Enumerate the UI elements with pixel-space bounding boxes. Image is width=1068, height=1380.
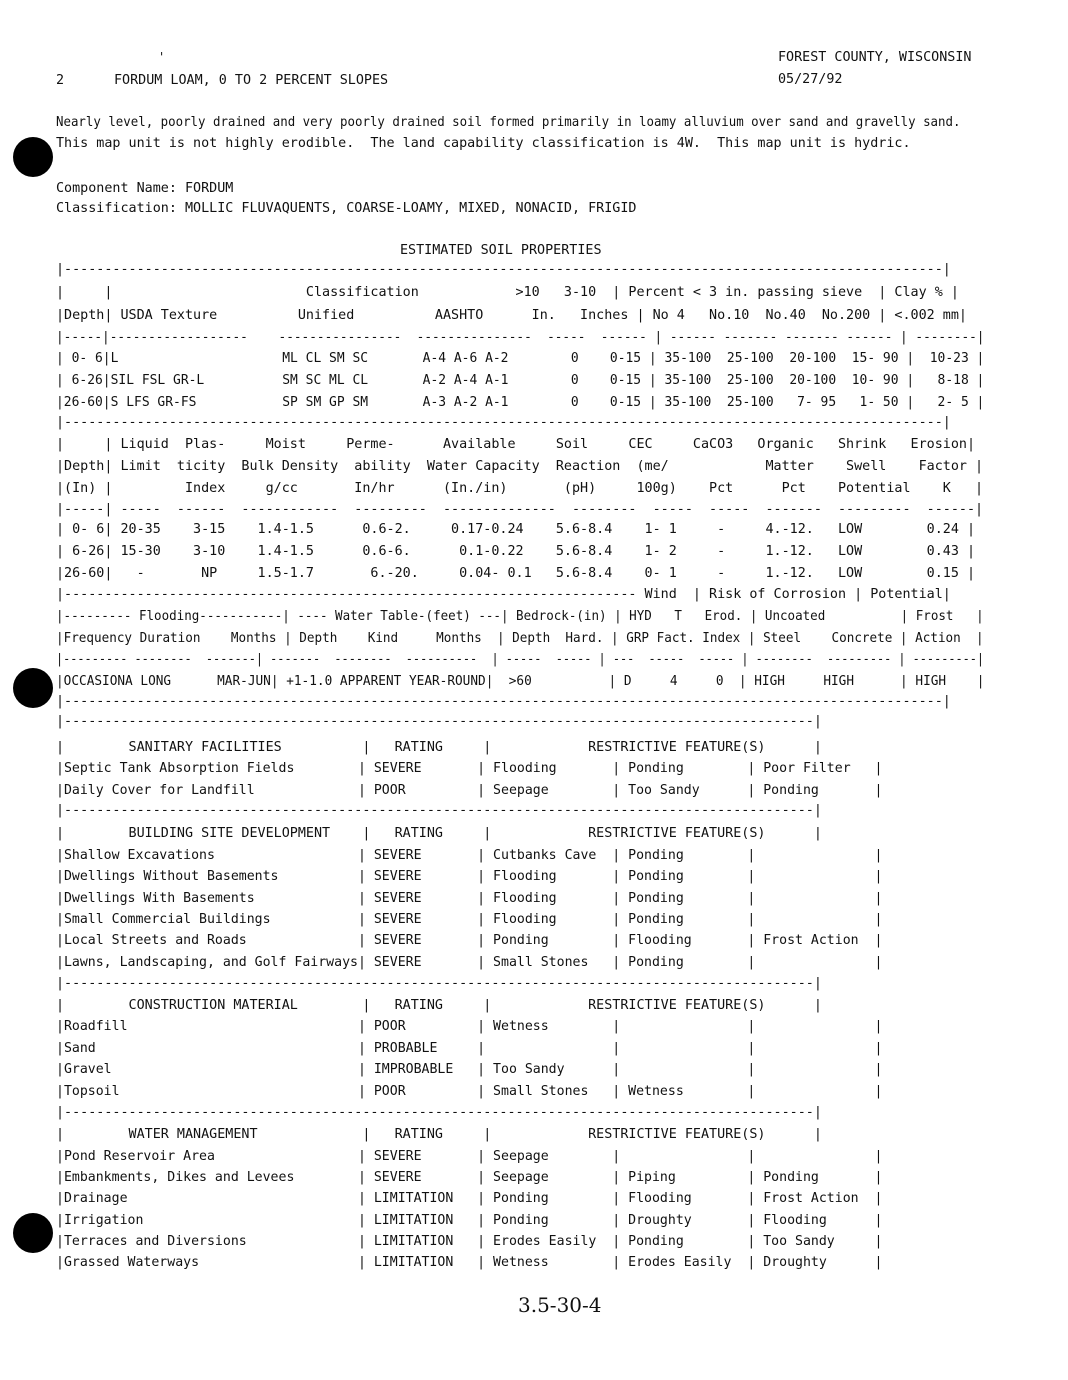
table-row: |Small Commercial Buildings | SEVERE | Flooding | Ponding | |	[56, 912, 883, 927]
table-row: |Shallow Excavations | SEVERE | Cutbanks Cave | Ponding | |	[56, 848, 883, 863]
table-row: |Irrigation | LIMITATION | Ponding | Droughty | Flooding |	[56, 1213, 883, 1228]
table-line: |-----|------------------ ---------------- --------------- ----- ------ | ------ ------- ------- ------ | --------|	[56, 330, 985, 345]
table-line: |-------------------------------------------------------------------------------------------------------------|	[56, 694, 951, 709]
table-row: |Gravel | IMPROBABLE | Too Sandy | | |	[56, 1062, 883, 1077]
county-name: FOREST COUNTY, WISCONSIN	[778, 50, 972, 65]
properties-title: ESTIMATED SOIL PROPERTIES	[400, 243, 602, 258]
table-line: |---------------------------------------------------------------------------------------------|	[56, 714, 822, 729]
section-heading-water: | WATER MANAGEMENT | RATING | RESTRICTIVE FEATURE(S) |	[56, 1127, 822, 1142]
report-date: 05/27/92	[778, 72, 843, 87]
table-line: | | Classification >10 3-10 | Percent < 3 in. passing sieve | Clay % |	[56, 285, 959, 300]
table-row: |Topsoil | POOR | Small Stones | Wetness | |	[56, 1084, 883, 1099]
table-row: |Pond Reservoir Area | SEVERE | Seepage | | |	[56, 1149, 883, 1164]
table-row: | 0- 6| 20-35 3-15 1.4-1.5 0.6-2. 0.17-0.24 5.6-8.4 1- 1 - 4.-12. LOW 0.24 |	[56, 522, 976, 537]
table-row: |Drainage | LIMITATION | Ponding | Flooding | Frost Action |	[56, 1191, 883, 1206]
table-row: |Local Streets and Roads | SEVERE | Ponding | Flooding | Frost Action |	[56, 933, 883, 948]
table-row: |Lawns, Landscaping, and Golf Fairways| SEVERE | Small Stones | Ponding | |	[56, 955, 883, 970]
table-row: |OCCASIONA LONG MAR-JUN| +1-1.0 APPARENT YEAR-ROUND| >60 | D 4 0 | HIGH HIGH | HIGH |	[56, 674, 985, 689]
table-line: |-----| ----- ------ ------------ --------- -------------- -------- ----- ----- ------- --------- ------|	[56, 502, 984, 517]
table-row: |Embankments, Dikes and Levees | SEVERE | Seepage | Piping | Ponding |	[56, 1170, 883, 1185]
page-number: 2	[56, 73, 65, 88]
table-row: | 6-26| 15-30 3-10 1.4-1.5 0.6-6. 0.1-0.22 5.6-8.4 1- 2 - 1.-12. LOW 0.43 |	[56, 544, 976, 559]
table-line: |(In) | Index g/cc In/hr (In./in) (pH) 100g) Pct Pct Potential K |	[56, 481, 984, 496]
binder-hole-middle	[13, 668, 53, 708]
page-footer-code: 3.5-30-4	[518, 1293, 602, 1317]
soil-properties-table	[56, 262, 986, 712]
binder-hole-top	[13, 137, 53, 177]
table-row: |Daily Cover for Landfill | POOR | Seepage | Too Sandy | Ponding |	[56, 783, 883, 798]
table-line: |--------- Flooding-----------| ---- Water Table-(feet) ---| Bedrock-(in) | HYD T Erod. | Uncoated | Frost |	[56, 609, 984, 624]
table-line: |-------------------------------------------------------------------------------------------------------------|	[56, 415, 951, 430]
table-line: |Depth| Limit ticity Bulk Density ability Water Capacity Reaction (me/ Matter Swell Factor |	[56, 459, 984, 474]
table-line: |-------------------------------------------------------------------------------------------------------------|	[56, 262, 951, 277]
table-line: |Depth| USDA Texture Unified AASHTO In. Inches | No 4 No.10 No.40 No.200 | <.002 mm|	[56, 308, 967, 323]
table-row: | 0- 6|L ML CL SM SC A-4 A-6 A-2 0 0-15 | 35-100 25-100 20-100 15- 90 | 10-23 |	[56, 351, 985, 366]
interpretations-table	[56, 714, 886, 1274]
table-row: |26-60|S LFS GR-FS SP SM GP SM A-3 A-2 A-1 0 0-15 | 35-100 25-100 7- 95 1- 50 | 2- 5 |	[56, 395, 985, 410]
table-line: |---------------------------------------------------------------------------------------------|	[56, 976, 822, 991]
table-row: |Terraces and Diversions | LIMITATION | Erodes Easily | Ponding | Too Sandy |	[56, 1234, 883, 1249]
section-heading-construction: | CONSTRUCTION MATERIAL | RATING | RESTRICTIVE FEATURE(S) |	[56, 998, 822, 1013]
table-row: |Dwellings With Basements | SEVERE | Flooding | Ponding | |	[56, 891, 883, 906]
table-row: |Dwellings Without Basements | SEVERE | Flooding | Ponding | |	[56, 869, 883, 884]
table-line: |---------------------------------------------------------------------------------------------|	[56, 803, 822, 818]
section-heading-building: | BUILDING SITE DEVELOPMENT | RATING | RESTRICTIVE FEATURE(S) |	[56, 826, 822, 841]
table-row: | 6-26|SIL FSL GR-L SM SC ML CL A-2 A-4 A-1 0 0-15 | 35-100 25-100 20-100 10- 90 | 8-18 |	[56, 373, 985, 388]
table-row: |Septic Tank Absorption Fields | SEVERE | Flooding | Ponding | Poor Filter |	[56, 761, 883, 776]
table-row: |Grassed Waterways | LIMITATION | Wetness | Erodes Easily | Droughty |	[56, 1255, 883, 1270]
table-line: |----------------------------------------------------------------------- Wind | Risk of Corrosion | Potential|	[56, 587, 951, 602]
table-line: |---------------------------------------------------------------------------------------------|	[56, 1105, 822, 1120]
section-heading-sanitary: | SANITARY FACILITIES | RATING | RESTRICTIVE FEATURE(S) |	[56, 740, 822, 755]
component-name: Component Name: FORDUM	[56, 181, 234, 196]
description-line-1: Nearly level, poorly drained and very poorly drained soil formed primarily in loamy alluvium over sand and gravelly sand.	[56, 115, 961, 130]
map-unit-title: FORDUM LOAM, 0 TO 2 PERCENT SLOPES	[114, 73, 389, 88]
table-line: |--------- -------- -------| ------- -------- ---------- | ----- ----- | --- ----- ----- | -------- --------- | ---------|	[56, 652, 985, 667]
table-row: |Sand | PROBABLE | | | |	[56, 1041, 883, 1056]
stray-mark: '	[158, 50, 166, 64]
table-line: |Frequency Duration Months | Depth Kind Months | Depth Hard. | GRP Fact. Index | Steel Concrete | Action |	[56, 631, 984, 646]
binder-hole-bottom	[13, 1213, 53, 1253]
description-line-2: This map unit is not highly erodible. The land capability classification is 4W. This map unit is hydric.	[56, 136, 911, 151]
table-line: | | Liquid Plas- Moist Perme- Available Soil CEC CaCO3 Organic Shrink Erosion|	[56, 437, 976, 452]
table-row: |26-60| - NP 1.5-1.7 6.-20. 0.04- 0.1 5.6-8.4 0- 1 - 1.-12. LOW 0.15 |	[56, 566, 976, 581]
component-classification: Classification: MOLLIC FLUVAQUENTS, COARSE-LOAMY, MIXED, NONACID, FRIGID	[56, 201, 637, 216]
table-row: |Roadfill | POOR | Wetness | | |	[56, 1019, 883, 1034]
